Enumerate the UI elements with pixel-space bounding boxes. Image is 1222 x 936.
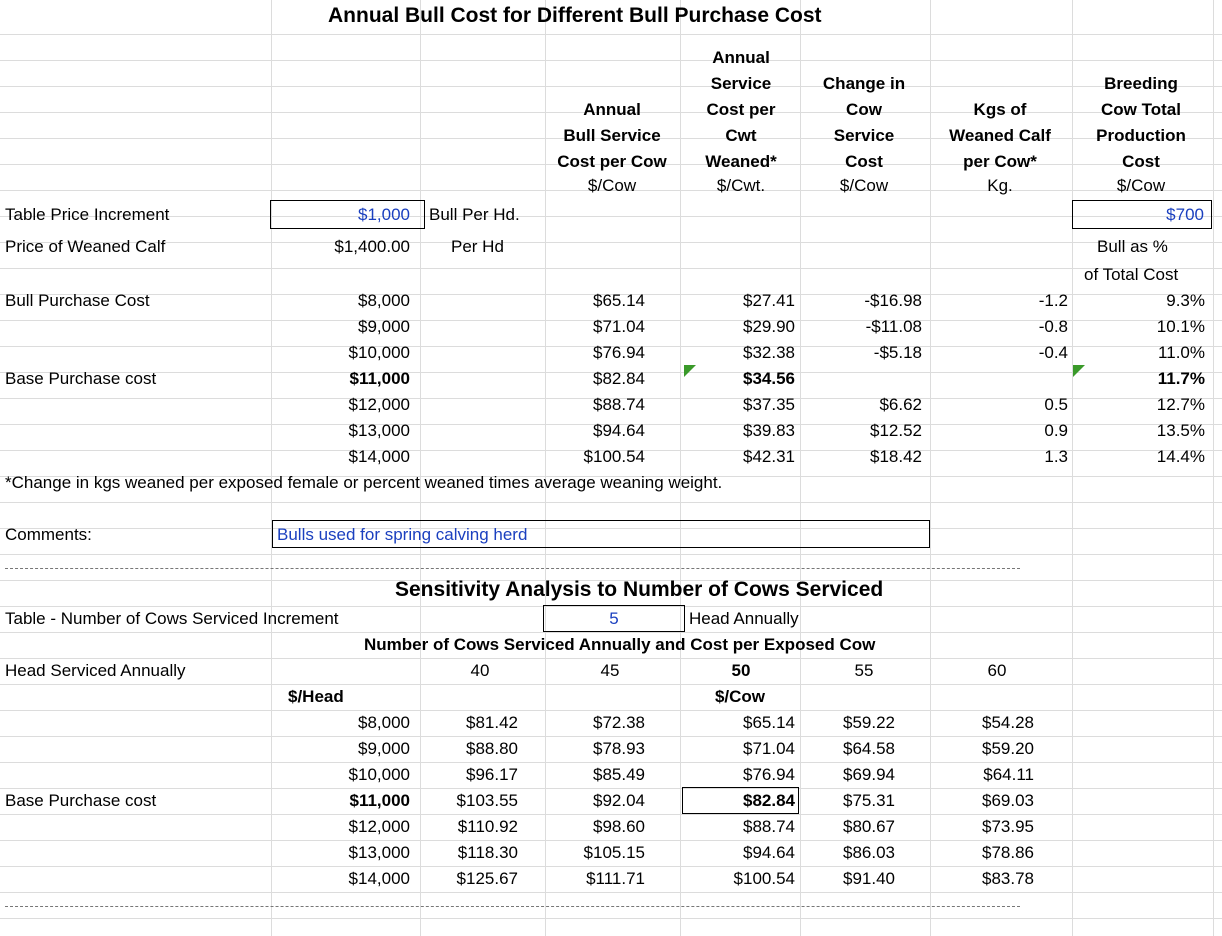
- header-unit: $/Cow: [587, 176, 637, 195]
- cell-kgs-weaned: 1.3: [1044, 447, 1068, 466]
- cell-cost-per-cow: $71.04: [593, 317, 645, 336]
- label-base-purchase-cost: Base Purchase cost: [5, 369, 157, 388]
- cell-cost-per-cwt: $39.83: [743, 421, 795, 440]
- cell-cost-per-cow: $82.84: [743, 791, 795, 810]
- cell-cost-per-cow: $88.74: [593, 395, 645, 414]
- cell-cost-per-cow: $78.93: [593, 739, 645, 758]
- cell-cost-per-cow: $98.60: [593, 817, 645, 836]
- cell-cost-per-cow: $105.15: [583, 843, 645, 862]
- label-per-head: $/Head: [288, 687, 344, 706]
- cell-cost-per-cow: $88.74: [743, 817, 795, 836]
- cell-change-cost: $6.62: [879, 395, 922, 414]
- header-line: Cost: [845, 152, 883, 171]
- cell-purchase-price: $9,000: [358, 739, 410, 758]
- cell-cost-per-cow: $88.80: [466, 739, 518, 758]
- cell-cost-per-cow: $64.11: [983, 765, 1034, 784]
- cell-cost-per-cwt: $29.90: [743, 317, 795, 336]
- cell-cost-per-cow: $96.17: [466, 765, 518, 784]
- header-unit: $/Cwt.: [716, 176, 766, 195]
- cell-bull-pct: 11.0%: [1158, 343, 1205, 362]
- header-line: Bull Service: [563, 126, 661, 145]
- cell-purchase-price: $12,000: [348, 817, 410, 836]
- head-count: 60: [987, 661, 1007, 680]
- head-count: 40: [470, 661, 490, 680]
- gridline-horizontal: [0, 658, 1222, 659]
- unit-bull-per-hd: Bull Per Hd.: [429, 205, 520, 224]
- cell-purchase-price: $9,000: [358, 317, 410, 336]
- cell-cost-per-cow: $71.04: [743, 739, 795, 758]
- cell-cost-per-cow: $78.86: [982, 843, 1034, 862]
- cell-change-cost: -$11.08: [865, 317, 922, 336]
- gridline-horizontal: [0, 814, 1222, 815]
- cell-change-cost: $12.52: [870, 421, 922, 440]
- header-line: Cwt: [725, 126, 757, 145]
- cell-purchase-price: $8,000: [358, 291, 410, 310]
- gridline-horizontal: [0, 502, 1222, 503]
- header-unit: Kg.: [987, 176, 1013, 195]
- cell-bull-pct: 12.7%: [1156, 395, 1205, 414]
- cell-bull-pct: 13.5%: [1156, 421, 1205, 440]
- cell-change-cost: $18.42: [870, 447, 922, 466]
- label-table-price-increment: Table Price Increment: [5, 205, 170, 224]
- cell-cost-per-cow: $69.94: [843, 765, 895, 784]
- gridline-horizontal: [0, 60, 1222, 61]
- gridline-horizontal: [0, 918, 1222, 919]
- cell-kgs-weaned: -1.2: [1038, 291, 1068, 310]
- cell-purchase-price: $10,000: [348, 765, 410, 784]
- gridline-horizontal: [0, 34, 1222, 35]
- label-comments: Comments:: [5, 525, 92, 544]
- cell-cost-per-cow: $110.92: [457, 817, 518, 836]
- cell-cost-per-cow: $91.40: [843, 869, 895, 888]
- gridline-horizontal: [0, 840, 1222, 841]
- cell-cost-per-cow: $100.54: [583, 447, 645, 466]
- cell-purchase-price: $11,000: [349, 791, 410, 810]
- gridline-horizontal: [0, 554, 1222, 555]
- cell-purchase-price: $12,000: [348, 395, 410, 414]
- header-line: Cow: [846, 100, 882, 119]
- cell-cost-per-cow: $80.67: [843, 817, 895, 836]
- label-base-purchase-cost-2: Base Purchase cost: [5, 791, 157, 810]
- cell-cost-per-cow: $125.67: [456, 869, 518, 888]
- cell-cost-per-cow: $54.28: [982, 713, 1034, 732]
- header-line: Kgs of: [973, 100, 1027, 119]
- header-line: Cost per Cow: [557, 152, 667, 171]
- header-unit: $/Cow: [839, 176, 889, 195]
- gridline-horizontal: [0, 736, 1222, 737]
- label-bull-purchase-cost: Bull Purchase Cost: [5, 291, 150, 310]
- sensitivity-title: Sensitivity Analysis to Number of Cows Serviced: [395, 578, 884, 601]
- gridline-horizontal: [0, 866, 1222, 867]
- cell-cost-per-cow: $59.22: [843, 713, 895, 732]
- value-price-weaned-calf[interactable]: $1,400.00: [334, 237, 410, 256]
- cell-kgs-weaned: 0.5: [1044, 395, 1068, 414]
- cell-cost-per-cow: $65.14: [743, 713, 795, 732]
- label-cows-increment: Table - Number of Cows Serviced Increment: [5, 609, 339, 628]
- cell-cost-per-cow: $94.64: [593, 421, 645, 440]
- unit-per-hd: Per Hd: [451, 237, 504, 256]
- label-of-total-cost: of Total Cost: [1084, 265, 1179, 284]
- cell-bull-pct: 9.3%: [1166, 291, 1205, 310]
- cell-bull-pct: 14.4%: [1156, 447, 1205, 466]
- gridline-horizontal: [0, 268, 1222, 269]
- cell-cost-per-cow: $111.71: [586, 869, 645, 888]
- cell-cost-per-cow: $100.54: [733, 869, 795, 888]
- gridline-horizontal: [0, 788, 1222, 789]
- label-bull-pct: Bull as %: [1097, 237, 1168, 256]
- gridline-horizontal: [0, 216, 1222, 217]
- cell-cost-per-cow: $83.78: [982, 869, 1034, 888]
- label-price-weaned-calf: Price of Weaned Calf: [5, 237, 166, 256]
- header-line: Weaned Calf: [949, 126, 1051, 145]
- divider: [5, 906, 1020, 907]
- gridline-horizontal: [0, 710, 1222, 711]
- cell-cost-per-cow: $73.95: [982, 817, 1034, 836]
- cell-cost-per-cwt: $42.31: [743, 447, 795, 466]
- header-line: Change in: [822, 74, 906, 93]
- input-price-increment[interactable]: $1,000: [358, 205, 410, 224]
- cell-purchase-price: $10,000: [348, 343, 410, 362]
- cell-cost-per-cow: $103.55: [456, 791, 518, 810]
- cell-cost-per-cow: $69.03: [982, 791, 1034, 810]
- cell-purchase-price: $13,000: [348, 843, 410, 862]
- cell-cost-per-cwt: $32.38: [743, 343, 795, 362]
- label-per-cow: $/Cow: [714, 687, 766, 706]
- header-line: Service: [710, 74, 772, 93]
- header-line: Cost: [1122, 152, 1160, 171]
- cell-cost-per-cow: $75.31: [843, 791, 895, 810]
- cell-cost-per-cow: $59.20: [982, 739, 1034, 758]
- cell-cost-per-cwt: $34.56: [743, 369, 795, 388]
- cell-cost-per-cow: $82.84: [593, 369, 645, 388]
- header-line: Weaned*: [705, 152, 777, 171]
- cell-change-cost: -$16.98: [864, 291, 922, 310]
- cell-cost-per-cow: $86.03: [843, 843, 895, 862]
- comment-flag-icon: [684, 365, 696, 377]
- header-unit: $/Cow: [1116, 176, 1166, 195]
- cell-cost-per-cow: $76.94: [743, 765, 795, 784]
- input-cows-increment[interactable]: 5: [609, 609, 619, 628]
- cell-kgs-weaned: 0.9: [1044, 421, 1068, 440]
- footnote: *Change in kgs weaned per exposed female or percent weaned times average weaning weight.: [5, 473, 723, 492]
- cell-cost-per-cow: $118.30: [457, 843, 518, 862]
- cell-cost-per-cwt: $37.35: [743, 395, 795, 414]
- head-count: 45: [600, 661, 620, 680]
- cell-cost-per-cow: $72.38: [593, 713, 645, 732]
- cell-purchase-price: $8,000: [358, 713, 410, 732]
- cell-change-cost: -$5.18: [873, 343, 922, 362]
- cell-cost-per-cow: $94.64: [743, 843, 795, 862]
- cell-cost-per-cow: $76.94: [593, 343, 645, 362]
- cell-purchase-price: $11,000: [349, 369, 410, 388]
- header-line: Annual: [583, 100, 641, 119]
- cell-cost-per-cow: $81.42: [466, 713, 518, 732]
- comments-value[interactable]: Bulls used for spring calving herd: [277, 525, 528, 544]
- cell-cost-per-cow: $65.14: [593, 291, 645, 310]
- comment-flag-icon: [1073, 365, 1085, 377]
- cell-cost-per-cow: $92.04: [593, 791, 645, 810]
- gridline-horizontal: [0, 892, 1222, 893]
- divider: [5, 568, 1020, 569]
- cell-bull-pct: 11.7%: [1157, 369, 1205, 388]
- sheet-title: Annual Bull Cost for Different Bull Purchase Cost: [328, 4, 822, 27]
- head-count: 50: [731, 661, 751, 680]
- label-head-serviced: Head Serviced Annually: [5, 661, 186, 680]
- cell-cost-per-cow: $64.58: [843, 739, 895, 758]
- unit-head-annually: Head Annually: [689, 609, 799, 628]
- cell-cost-per-cwt: $27.41: [743, 291, 795, 310]
- gridline-horizontal: [0, 242, 1222, 243]
- header-line: Service: [833, 126, 895, 145]
- gridline-horizontal: [0, 762, 1222, 763]
- head-count: 55: [854, 661, 874, 680]
- gridline-horizontal: [0, 684, 1222, 685]
- cell-purchase-price: $14,000: [348, 869, 410, 888]
- cell-purchase-price: $14,000: [348, 447, 410, 466]
- header-line: Cost per: [706, 100, 776, 119]
- header-line: Cow Total: [1101, 100, 1181, 119]
- cell-purchase-price: $13,000: [348, 421, 410, 440]
- gridline-horizontal: [0, 86, 1222, 87]
- header-line: Production: [1096, 126, 1186, 145]
- header-line: Breeding: [1104, 74, 1178, 93]
- gridline-horizontal: [0, 632, 1222, 633]
- header-line: Annual: [712, 48, 770, 67]
- input-total-cost[interactable]: $700: [1166, 205, 1204, 224]
- cell-cost-per-cow: $85.49: [593, 765, 645, 784]
- sensitivity-subtitle: Number of Cows Serviced Annually and Cost per Exposed Cow: [364, 635, 876, 654]
- cell-kgs-weaned: -0.4: [1038, 343, 1068, 362]
- header-line: per Cow*: [963, 152, 1037, 171]
- cell-kgs-weaned: -0.8: [1038, 317, 1068, 336]
- cell-bull-pct: 10.1%: [1156, 317, 1205, 336]
